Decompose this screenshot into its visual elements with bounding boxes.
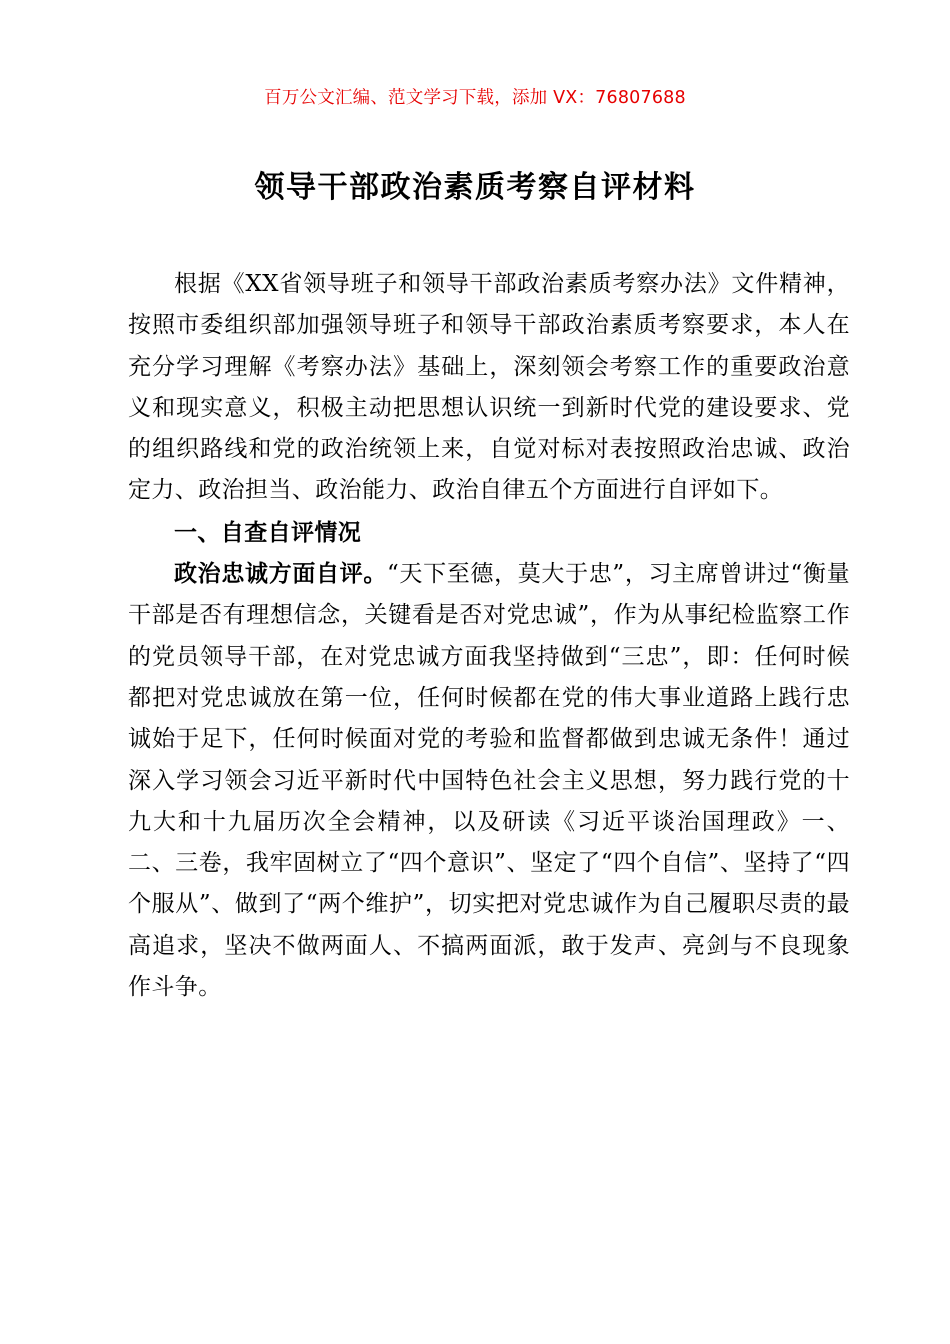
section-heading: 一、自查自评情况 [174, 518, 362, 546]
document-body [128, 264, 850, 1008]
document-title: 领导干部政治素质考察自评材料 [254, 170, 696, 205]
header-promo-note: 百万公文汇编、范文学习下载，添加 VX：76807688 [264, 88, 686, 108]
paragraph-lead-in: 政治忠诚方面自评。 [174, 560, 387, 588]
intro-paragraph: 根据《XX省领导班子和领导干部政治素质考察办法》文件精神，按照市委组织部加强领导班子和领导干部政治素质考察要求，本人在充分学习理解《考察办法》基础上，深刻领会考察工作的重要政治意义和现实意义，积极主动把思想认识统一到新时代党的建设要求、党的组织路线和党的政治统领上来，自觉对标对表按照政治忠诚、政治定力、政治担当、政治能力、政治自律五个方面进行自评如下。 [128, 271, 850, 504]
paragraph-body: “天下至德，莫大于忠”，习主席曾讲过“衡量干部是否有理想信念，关键看是否对党忠诚”，作为从事纪检监察工作的党员领导干部，在对党忠诚方面我坚持做到“三忠”，即：任何时候都把对党忠诚放在第一位，任何时候都在党的伟大事业道路上践行忠诚始于足下，任何时候面对党的考验和监督都做到忠诚无条件！通过深入学习领会习近平新时代中国特色社会主义思想，努力践行党的十九大和十九届历次全会精神，以及研读《习近平谈治国理政》一、二、三卷，我牢固树立了“四个意识”、坚定了“四个自信”、坚持了“四个服从”、做到了“两个维护”，切实把对党忠诚作为自己履职尽责的最高追求，坚决不做两面人、不搞两面派，敢于发声、亮剑与不良现象作斗争。 [128, 561, 850, 1001]
political-loyalty-paragraph [128, 553, 850, 1008]
